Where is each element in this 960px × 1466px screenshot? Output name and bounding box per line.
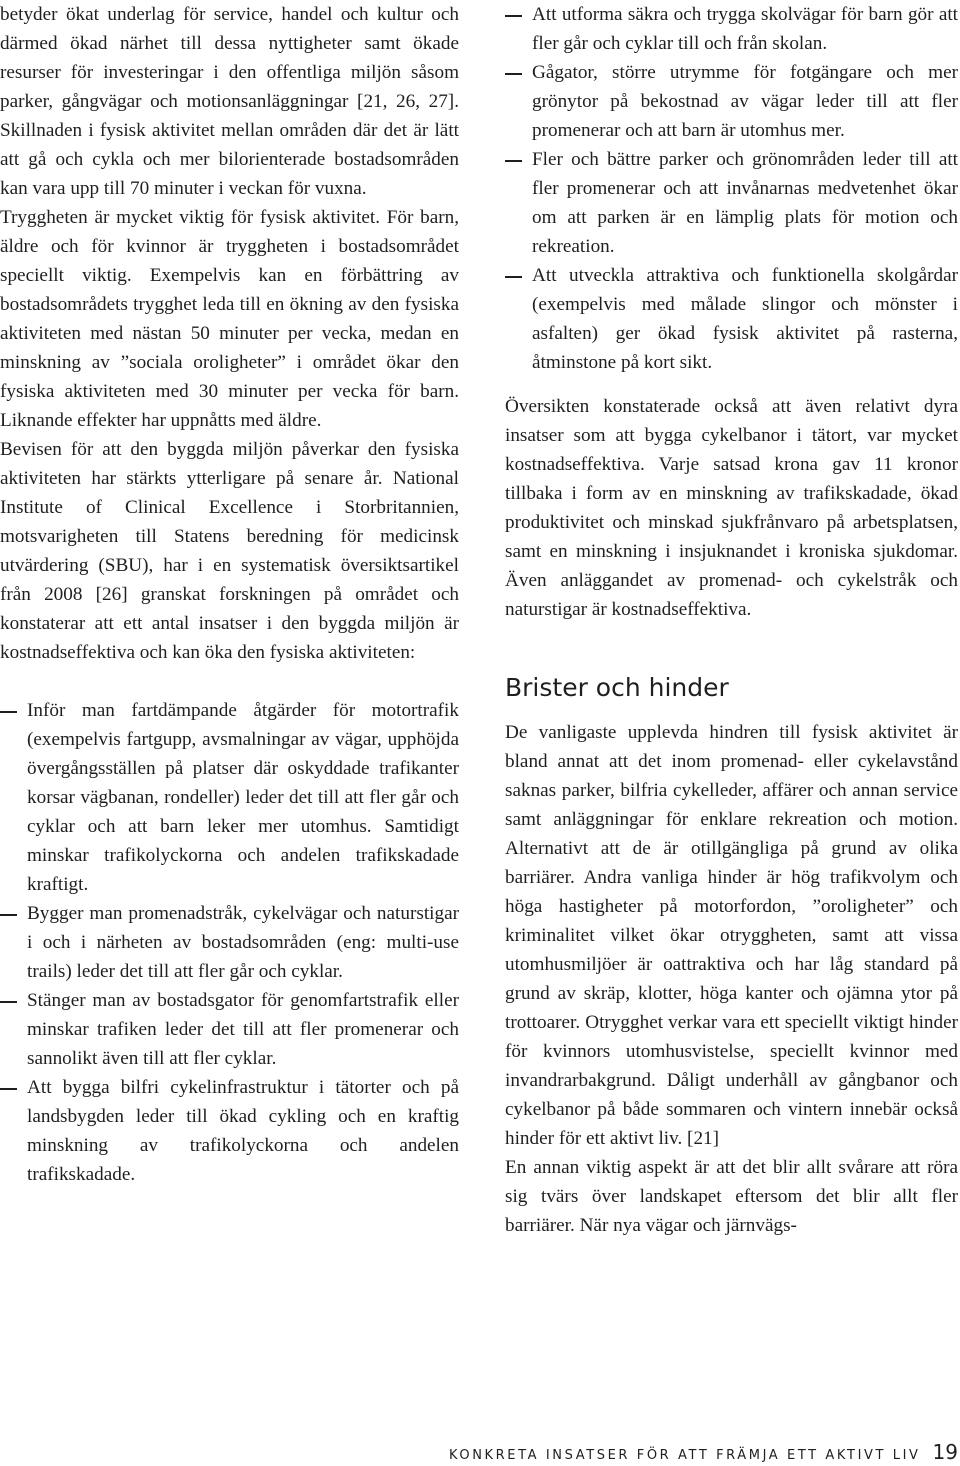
page-number: 19	[932, 1440, 958, 1464]
list-item: Fler och bättre parker och grönområden leder till att fler promenerar och att invånarnas medvetenhet ökar om att parken är en lämplig plats för motion och rekreation.	[505, 145, 958, 261]
list-item: Gågator, större utrymme för fotgängare och mer grönytor på bekostnad av vägar leder till att fler promenerar och att barn är utomhus mer.	[505, 58, 958, 145]
list-item: Bygger man promenadstråk, cykelvägar och naturstigar i och i närheten av bostadsområden (eng: multi-use trails) leder det till att fler går och cyklar.	[0, 899, 459, 986]
running-title: KONKRETA INSATSER FÖR ATT FRÄMJA ETT AKTIVT LIV	[448, 1448, 921, 1463]
right-column	[505, 0, 958, 1240]
left-column	[0, 0, 459, 1189]
paragraph-safety: Tryggheten är mycket viktig för fysisk aktivitet. För barn, äldre och för kvinnor är tryggheten i bostadsområdet speciellt viktig. Exempelvis kan en förbättring av bostadsområdets trygghet leda till en ökning av den fysiska aktiviteten med nästan 50 minuter per vecka, medan en minskning av ”sociala oroligheter” i området ökar den fysiska aktiviteten med 30 minuter per vecka för barn. Liknande effekter har uppnåtts med äldre.	[0, 207, 459, 431]
paragraph-walkability: betyder ökat underlag för service, handel och kultur och därmed ökad närhet till dessa nyttigheter samt ökade resurser för investeringar i den offentliga miljön såsom parker, gångvägar och motionsanläggningar [21, 26, 27]. Skillnaden i fysisk aktivitet mellan områden där det är lätt att gå och cykla och mer bilorienterade bostadsområden kan vara upp till 70 minuter i veckan för vuxna.	[0, 4, 459, 199]
paragraph-barriers: De vanligaste upplevda hindren till fysisk aktivitet är bland annat att det inom promenad- eller cykelavstånd saknas parker, bilfria cykelleder, affärer och annan service samt anläggningar för enklare rekreation och motion. Alternativt att de är otillgängliga på grund av olika barriärer. Andra vanliga hinder är hög trafikvolym och höga hastigheter på motorfordon, ”oroligheter” och kriminalitet vilket ökar otryggheten, samt att vissa utomhusmiljöer är oattraktiva och har låg standard på grund av skräp, klotter, höga kanter och ojämna ytor på trottoarer. Otrygghet verkar vara ett speciellt viktigt hinder för kvinnors utomhusvistelse, speciellt kvinnor med invandrarbakgrund. Dåligt underhåll av gångbanor och cykelbanor på både sommaren och vintern innebär också hinder för ett aktivt liv. [21]	[505, 722, 958, 1149]
list-item: Att utforma säkra och trygga skolvägar för barn gör att fler går och cyklar till och från skolan.	[505, 0, 958, 58]
list-item: Stänger man av bostadsgator för genomfartstrafik eller minskar trafiken leder det till att fler promenerar och sannolikt även till att fler cyklar.	[0, 986, 459, 1073]
list-item: Att utveckla attraktiva och funktionella skolgårdar (exempelvis med målade slingor och mönster i asfalten) ger ökad fysisk aktivitet på rasterna, åtminstone på kort sikt.	[505, 261, 958, 377]
paragraph-landscape: En annan viktig aspekt är att det blir allt svårare att röra sig tvärs över landskapet eftersom det blir allt fler barriärer. När nya vägar och järnvägs-	[505, 1157, 958, 1236]
paragraph-evidence: Bevisen för att den byggda miljön påverkar den fysiska aktiviteten har stärkts ytterligare på senare år. National Institute of Clinical Excellence i Storbritannien, motsvarigheten till Statens beredning för medicinsk utvärdering (SBU), har i en systematisk översiktsartikel från 2008 [26] granskat forskningen på området och konstaterar att ett antal insatser i den byggda miljön är kostnadseffektiva och kan öka den fysiska aktiviteten:	[0, 439, 459, 663]
intervention-list-left	[0, 696, 459, 1189]
intervention-list-right	[505, 0, 958, 377]
page-footer	[449, 1440, 958, 1466]
list-item: Inför man fartdämpande åtgärder för motortrafik (exempelvis fartgupp, avsmalningar av vägar, upphöjda övergångsställen på platser där oskyddade trafikanter korsar vägbanan, rondeller) leder det till att fler går och cyklar och att barn leker mer utomhus. Samtidigt minskar trafikolyckorna och andelen trafikskadade kraftigt.	[0, 696, 459, 899]
list-item: Att bygga bilfri cykelinfrastruktur i tätorter och på landsbygden leder till ökad cykling och en kraftig minskning av trafikolyckorna och andelen trafikskadade.	[0, 1073, 459, 1189]
paragraph-cost-effectiveness: Översikten konstaterade också att även relativt dyra insatser som att bygga cykelbanor i tätort, var mycket kostnadseffektiva. Varje satsad krona gav 11 kronor tillbaka i form av en minskning av trafikskadade, ökad produktivitet och minskad sjukfrånvaro på arbetsplatsen, samt en minskning i insjuknandet i kroniska sjukdomar. Även anläggandet av promenad- och cykelstråk och naturstigar är kostnadseffektiva.	[505, 396, 958, 620]
section-heading: Brister och hinder	[505, 673, 729, 702]
